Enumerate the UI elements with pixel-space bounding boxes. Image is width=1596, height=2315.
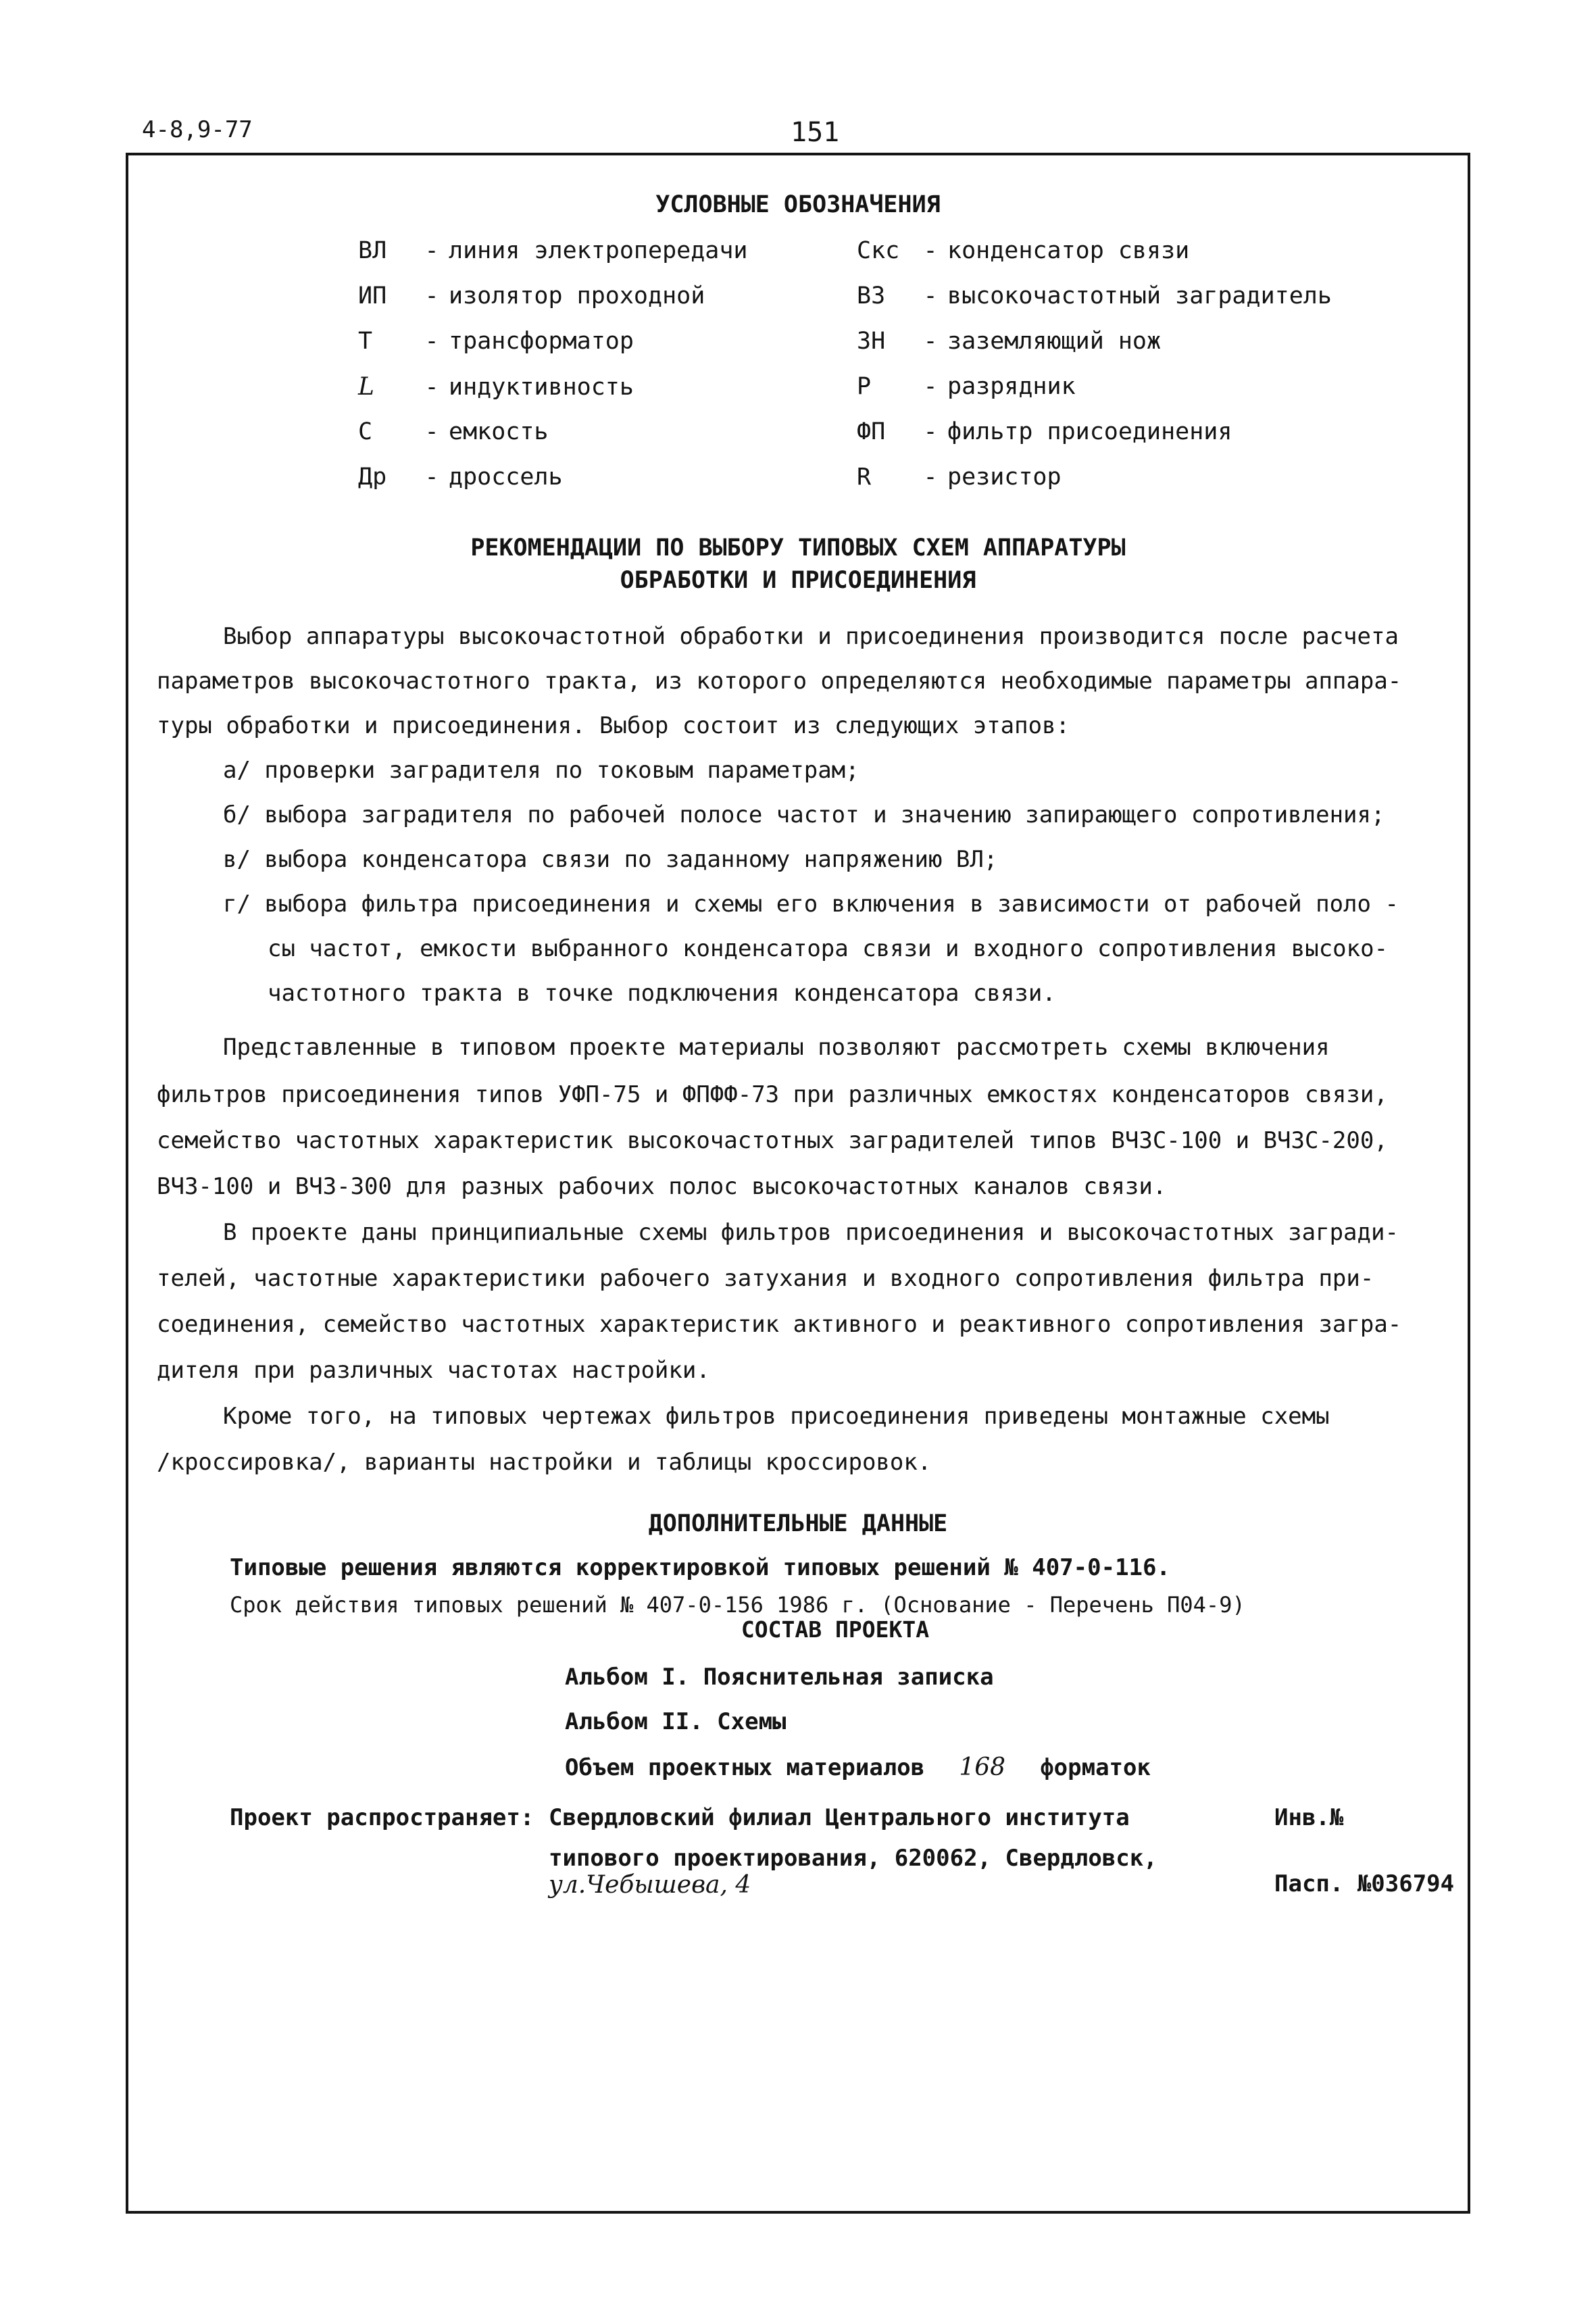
- paragraph-line: фильтров присоединения типов УФП-75 и ФПФФ-73 при различных емкостях конденсаторов связи,: [157, 1081, 1388, 1108]
- document-code: 4-8,9-77: [142, 116, 253, 143]
- list-item: б/ выбора заградителя по рабочей полосе частот и значению запирающего сопротивления;: [223, 801, 1385, 828]
- legend-item: ФП - фильтр присоединения: [857, 418, 1232, 445]
- additional-line: Срок действия типовых решений № 407-0-156 1986 г. (Основание - Перечень П04-9): [230, 1592, 1245, 1618]
- recommendations-subtitle: ОБРАБОТКИ И ПРИСОЕДИНЕНИЯ: [620, 567, 976, 594]
- volume-line: Объем проектных материалов 168 форматок: [565, 1753, 1151, 1781]
- paragraph-line: Представленные в типовом проекте материалы позволяют рассмотреть схемы включения: [223, 1034, 1330, 1061]
- paragraph-line: В проекте даны принципиальные схемы фильтров присоединения и высокочастотных загради-: [223, 1219, 1399, 1246]
- distributor-label: Проект распространяет:: [230, 1804, 534, 1831]
- page-number: 151: [791, 117, 840, 148]
- paragraph-line: туры обработки и присоединения. Выбор состоит из следующих этапов:: [157, 712, 1070, 739]
- legend-item: Р - разрядник: [857, 373, 1076, 400]
- additional-line: Типовые решения являются корректировкой типовых решений № 407-0-116.: [230, 1554, 1170, 1581]
- legend-item: ЗН - заземляющий нож: [857, 328, 1162, 355]
- paragraph-line: Кроме того, на типовых чертежах фильтров присоединения приведены монтажные схемы: [223, 1403, 1330, 1430]
- paragraph-line: /кроссировка/, варианты настройки и таблицы кроссировок.: [157, 1449, 932, 1476]
- list-item: г/ выбора фильтра присоединения и схемы его включения в зависимости от рабочей поло -: [223, 891, 1399, 918]
- paragraph-line: Выбор аппаратуры высокочастотной обработки и присоединения производится после расчета: [223, 623, 1399, 650]
- legend-item: L - индуктивность: [358, 373, 634, 401]
- passport-number: Пасп. №036794: [1274, 1870, 1455, 1897]
- paragraph-line: ВЧЗ-100 и ВЧЗ-300 для разных рабочих полос высокочастотных каналов связи.: [157, 1173, 1167, 1200]
- album-item: Альбом II. Схемы: [565, 1708, 787, 1735]
- inventory-number-label: Инв.№: [1274, 1804, 1344, 1831]
- list-item: а/ проверки заградителя по токовым параметрам;: [223, 757, 859, 784]
- recommendations-title: РЕКОМЕНДАЦИИ ПО ВЫБОРУ ТИПОВЫХ СХЕМ АППАРАТУРЫ: [470, 534, 1126, 562]
- distributor-line: типового проектирования, 620062, Свердловск,: [549, 1845, 1157, 1872]
- paragraph-line: дителя при различных частотах настройки.: [157, 1357, 710, 1384]
- distributor-address: ул.Чебышева, 4: [549, 1871, 751, 1899]
- legend-item: Др - дроссель: [358, 464, 563, 491]
- legend-item: ВЛ - линия электропередачи: [358, 237, 748, 264]
- additional-title: ДОПОЛНИТЕЛЬНЫЕ ДАННЫЕ: [648, 1510, 948, 1537]
- legend-item: Т - трансформатор: [358, 328, 634, 355]
- legend-item: R - резистор: [857, 464, 1062, 491]
- list-item: в/ выбора конденсатора связи по заданному напряжению ВЛ;: [223, 846, 998, 873]
- paragraph-line: семейство частотных характеристик высокочастотных заградителей типов ВЧЗС-100 и ВЧЗС-200,: [157, 1127, 1388, 1154]
- composition-title: СОСТАВ ПРОЕКТА: [741, 1616, 930, 1643]
- paragraph-line: соединения, семейство частотных характеристик активного и реактивного сопротивления загра-: [157, 1311, 1402, 1338]
- paragraph-line: телей, частотные характеристики рабочего затухания и входного сопротивления фильтра при-: [157, 1265, 1374, 1292]
- legend-item: ВЗ - высокочастотный заградитель: [857, 282, 1332, 309]
- legend-title: УСЛОВНЫЕ ОБОЗНАЧЕНИЯ: [655, 191, 941, 218]
- legend-item: Скс - конденсатор связи: [857, 237, 1190, 264]
- distributor-line: Свердловский филиал Центрального института: [549, 1804, 1130, 1831]
- list-item: сы частот, емкости выбранного конденсатора связи и входного сопротивления высоко-: [268, 935, 1389, 962]
- legend-item: С - емкость: [358, 418, 549, 445]
- list-item: частотного тракта в точке подключения конденсатора связи.: [268, 980, 1056, 1007]
- album-item: Альбом I. Пояснительная записка: [565, 1664, 994, 1691]
- paragraph-line: параметров высокочастотного тракта, из которого определяются необходимые параметры аппара-: [157, 668, 1402, 695]
- legend-item: ИП - изолятор проходной: [358, 282, 705, 309]
